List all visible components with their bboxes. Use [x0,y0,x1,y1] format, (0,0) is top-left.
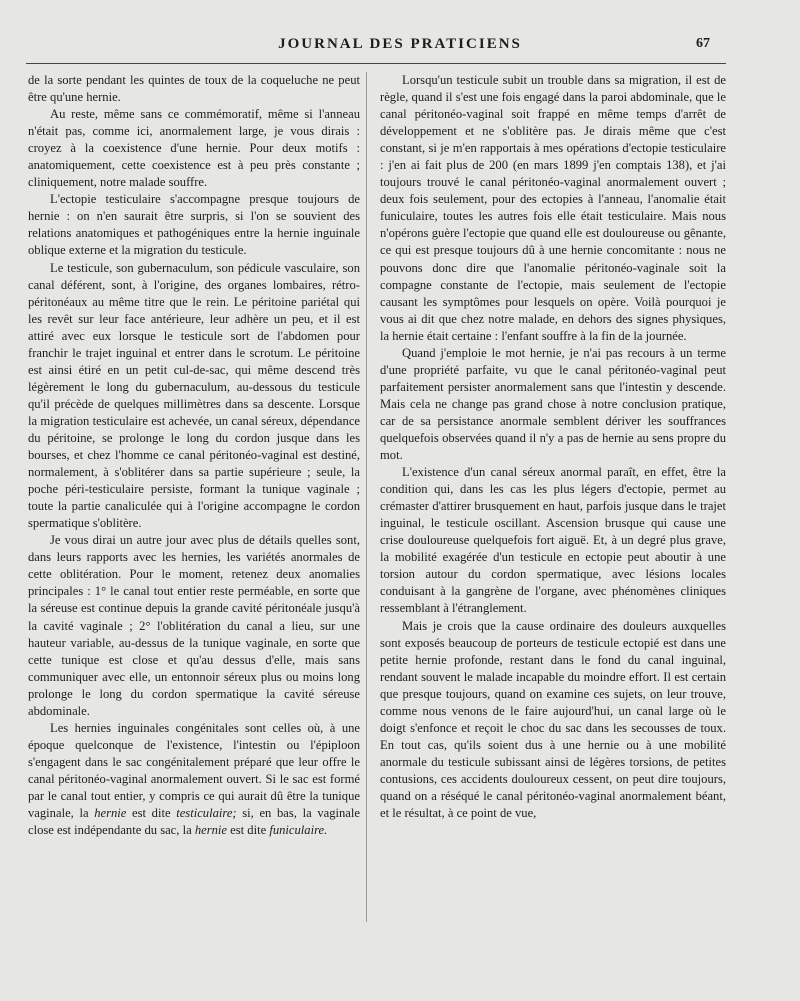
paragraph: Au reste, même sans ce commémoratif, même si l'anneau n'était pas, comme ici, anormalement large, je vous dirais : croyez à la coexistence d'une hernie. Pour deux motifs : anatomiquement, cette coexistence est à peu près constante ; cliniquement, notre malade souffre. [28,107,360,190]
italic-term: hernie [194,823,227,838]
paragraph: L'existence d'un canal séreux anormal paraît, en effet, être la condition qui, dans les cas les plus légers d'ectopie, permet au crémaster d'attirer brusquement en haut, parfois jusque dans le trajet inguinal, le testicule oscillant. Ascension brusque qui cause une crise douloureuse quelquefois fort aiguë. Et, à un degré plus grave, la mobilité exagérée d'un testicule en ectopie peut aboutir à une torsion autour du cordon spermatique, avec lésions locales conduisant à la gangrène de l'organe, avec phénomènes cliniques ressemblant à l'étranglement. [380,465,726,616]
paragraph: Quand j'emploie le mot hernie, je n'ai pas recours à un terme d'une propriété parfaite, vu que le canal péritonéo-vaginal peut parfaitement persister anormalement sans que l'intestin y descende. Mais cela ne change pas grand chose à notre conclusion pratique, car de sa persistance anormale semblent dériver les souffrances quelquefois observées quand il n'y a pas de hernie au sens propre du mot. [380,345,726,463]
right-column [380,72,726,822]
left-column [28,72,360,839]
journal-title: JOURNAL DES PRATICIENS [278,36,522,52]
paragraph: de la sorte pendant les quintes de toux de la coqueluche ne peut être qu'une hernie. [28,73,360,105]
page-number: 67 [696,36,710,51]
paragraph: Lorsqu'un testicule subit un trouble dans sa migration, il est de règle, quand il s'est une fois engagé dans la paroi abdominale, que le canal péritonéo-vaginal soit frappé en même temps d'arrêt de développement et ne s'oblitère pas. Je dirais même que c'est constant, si je m'en rapportais à mes opérations d'ectopie testiculaire : j'en ai fait plus de 200 (en mars 1899 j'en comptais 138), et j'ai toujours trouvé le canal péritonéo-vaginal anormalement ouvert ; deux fois seulement, pour des ectopies à l'anneau, l'anomalie était funiculaire, toutes les autres fois elle était testiculaire. Mais nous n'opérons guère l'ectopie que quand elle est douloureuse ou gênante, ce qui est presque toujours dû à une hernie concomitante : nous ne pouvons donc dire que l'anomalie péritonéo-vaginale soit la compagne constante de l'ectopie, mais seulement de l'ectopie causant les symptômes pour lesquels on opère. Voilà pourquoi je vous ai dit que chez notre malade, en dehors des signes physiques, la hernie était certaine : l'enfant souffre à la fin de la journée. [380,73,726,343]
italic-term: funiculaire. [269,823,328,838]
italic-term: testiculaire; [176,806,237,821]
paragraph-text: est dite [227,823,270,838]
paragraph: Le testicule, son gubernaculum, son pédicule vasculaire, son canal déférent, sont, à l'origine, des organes lombaires, rétro-péritonéaux au même titre que le rein. Le péritoine pariétal qui les revêt sur leur face antérieure, leur adhère un peu, et il est attiré avec eux lorsque le testicule sort de l'abdomen pour franchir le trajet inguinal et entrer dans le scrotum. Le péritoine est ainsi étiré en un petit cul-de-sac, qui même descend très légèrement le long du gubernaculum, au-dessous du testicule qu'il précède de quelques millimètres dans sa descente. Lorsque la migration testiculaire est achevée, un canal séreux, dépendance du péritoine, se prolonge le long du cordon jusque dans les bourses, et chez l'homme ce canal péritonéo-vaginal est destiné, normalement, à s'oblitérer dans sa partie supérieure ; seule, la poche péri-testiculaire persiste, formant la tunique vaginale ; toute la partie canaliculée qui à l'origine accompagne le cordon spermatique s'oblitère. [28,260,360,531]
paragraph [28,720,360,839]
paragraph-text: Les hernies inguinales congénitales sont celles où, à une époque quelconque de l'existence, l'intestin ou l'épiploon s'engagent dans le sac congénitalement préparé que leur offre le canal péritonéo-vaginal anormalement ouvert. Si le sac est formé par le canal tout entier, y compris ce qui aurait dû être la tunique vaginale, la [28,720,360,821]
paragraph-text: est dite [126,806,177,821]
running-header [0,36,800,60]
column-divider [366,72,367,922]
italic-term: hernie [94,806,127,821]
paragraph: Mais je crois que la cause ordinaire des douleurs auxquelles sont exposés beaucoup de porteurs de testicule ectopié est dans une petite hernie profonde, restant dans le fond du canal inguinal, rendant souvent le malade incapable du moindre effort. Il est certain que presque toujours, quand on examine ces sujets, on leur trouve, comme nous venons de le faire aujourd'hui, un canal large où le doigt s'enfonce et reçoit le choc du sac dans les secousses de toux. En tout cas, qu'ils soient dus à une hernie ou à une mobilité anormale du testicule subissant ainsi de légères torsions, de petites contusions, ces accidents douloureux cessent, on peut dire toujours, quand on a réséqué le canal péritonéo-vaginal anormalement béant, et le résultat, à ce point de vue, [380,618,726,821]
paragraph: L'ectopie testiculaire s'accompagne presque toujours de hernie : on n'en saurait être surpris, si l'on se souvient des relations anatomiques et pathogéniques entre la hernie inguinale oblique externe et la migration du testicule. [28,192,360,258]
paragraph-text: si, en bas, la vaginale close est indépendante du sac, la [28,806,360,838]
paragraph: Je vous dirai un autre jour avec plus de détails quelles sont, dans leurs rapports avec les hernies, les variétés anormales de cette oblitération. Pour le moment, retenez deux anomalies principales : 1° le canal tout entier reste perméable, en sorte que la séreuse est continue depuis la grande cavité péritonéale jusqu'à la cavité vaginale ; 2° l'oblitération du canal a lieu, sur une hauteur variable, au-dessus de la tunique vaginale, en sorte que cette tunique est close et qu'au dessus d'elle, mais sans communiquer avec elle, un entonnoir séreux plus ou moins long prolonge le long du cordon spermatique la cavité séreuse abdominale. [28,533,360,718]
header-rule [26,63,726,64]
